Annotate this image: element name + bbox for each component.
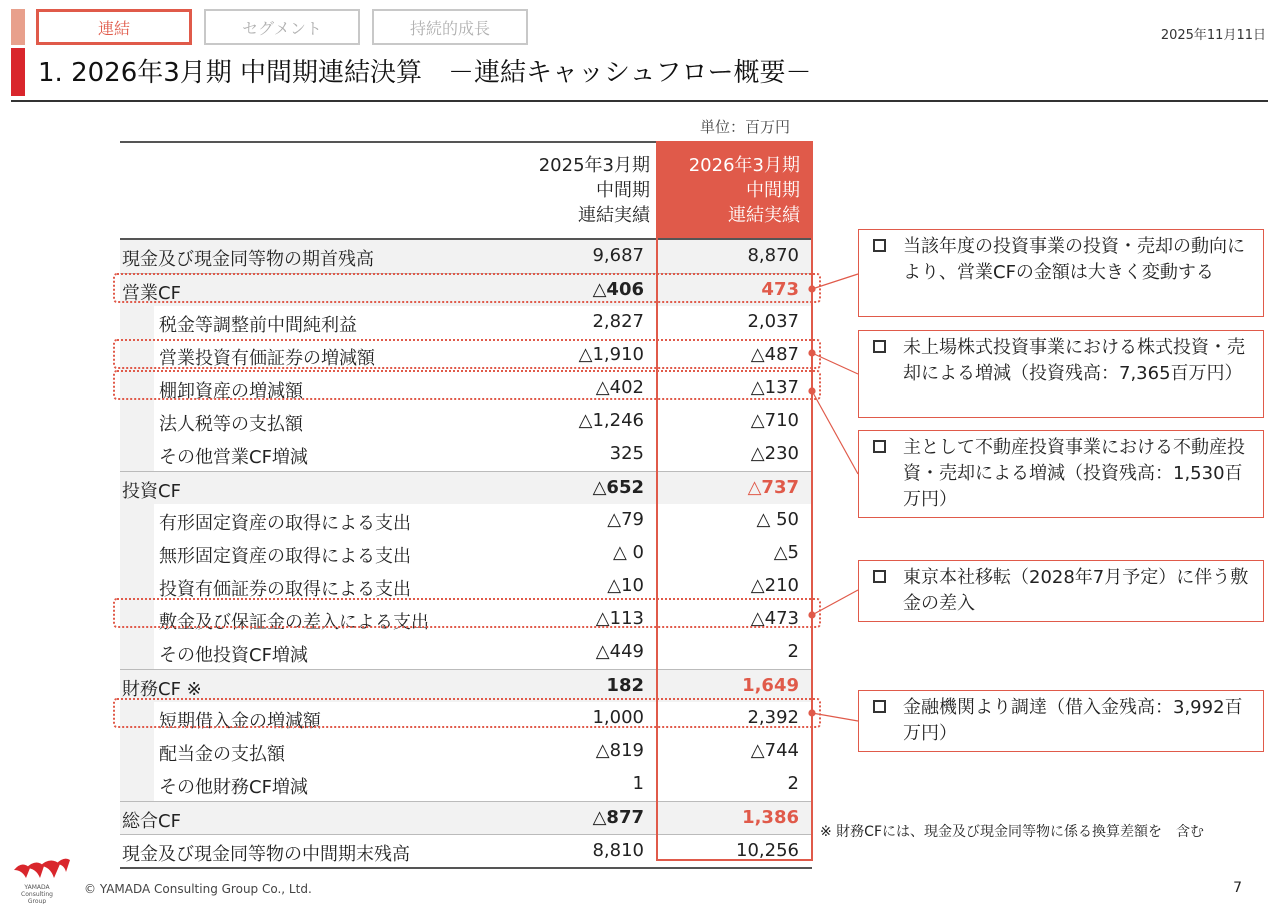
row-label: 営業CF xyxy=(122,283,181,304)
row-label: 財務CF ※ xyxy=(122,679,202,700)
row-value-curr: △ 50 xyxy=(756,509,799,530)
tab-consolidated[interactable]: 連結 xyxy=(36,9,192,45)
tab-accent-strip xyxy=(11,9,25,45)
checkbox-square-icon xyxy=(873,440,886,453)
column-header-prev-line2: 中間期 xyxy=(596,180,650,201)
copyright: © YAMADA Consulting Group Co., Ltd. xyxy=(84,882,312,896)
column-header-prev-line1: 2025年3月期 xyxy=(538,155,650,176)
row-value-prev: △79 xyxy=(607,509,644,530)
row-value-prev: △10 xyxy=(607,575,644,596)
table-row xyxy=(120,768,812,801)
column-header-curr-line3: 連結実績 xyxy=(728,205,800,226)
table-row xyxy=(120,372,812,405)
note-text: 未上場株式投資事業における株式投資・売却による増減（投資残高：7,365百万円） xyxy=(903,337,1245,384)
row-value-curr: 1,649 xyxy=(742,675,799,696)
row-value-prev: △113 xyxy=(595,608,644,629)
table-row xyxy=(120,735,812,768)
note-unlisted-stock xyxy=(858,330,1264,418)
table-row xyxy=(120,339,812,372)
row-value-prev: △1,910 xyxy=(578,344,644,365)
row-label: 短期借入金の増減額 xyxy=(159,711,321,732)
row-label: 営業投資有価証券の増減額 xyxy=(159,348,375,369)
row-label: 投資CF xyxy=(122,481,181,502)
row-value-curr: △230 xyxy=(750,443,799,464)
row-value-curr: △710 xyxy=(750,410,799,431)
note-text: 金融機関より調達（借入金残高：3,992百万円） xyxy=(903,697,1243,744)
table-row xyxy=(120,570,812,603)
row-label: 敷金及び保証金の差入による支出 xyxy=(159,612,429,633)
checkbox-square-icon xyxy=(873,570,886,583)
row-label: 投資有価証券の取得による支出 xyxy=(159,579,411,600)
logo-text: YAMADA Consulting Group xyxy=(21,884,53,904)
note-text: 当該年度の投資事業の投資・売却の動向により、営業CFの金額は大きく変動する xyxy=(903,236,1245,283)
row-value-curr: 1,386 xyxy=(742,807,799,828)
note-real-estate xyxy=(858,430,1264,518)
tab-sustainable-growth[interactable]: 持続的成長 xyxy=(372,9,528,45)
row-label: 有形固定資産の取得による支出 xyxy=(159,513,411,534)
checkbox-square-icon xyxy=(873,340,886,353)
table-row xyxy=(120,636,812,669)
row-value-curr: 2 xyxy=(787,773,799,794)
table-row xyxy=(120,273,812,306)
section-tabs xyxy=(11,9,540,45)
row-value-curr: △744 xyxy=(750,740,799,761)
table-row xyxy=(120,603,812,636)
row-value-curr: 8,870 xyxy=(747,245,799,266)
table-row xyxy=(120,438,812,471)
row-label: 税金等調整前中間純利益 xyxy=(159,315,357,336)
row-value-curr: △137 xyxy=(750,377,799,398)
row-value-prev: 325 xyxy=(609,443,644,464)
row-value-prev: △ 0 xyxy=(612,542,644,563)
table-bottom-rule xyxy=(120,867,812,869)
report-date: 2025年11月11日 xyxy=(1160,28,1266,43)
row-value-prev: 8,810 xyxy=(592,840,644,861)
row-value-prev: 182 xyxy=(606,675,644,696)
row-label: 法人税等の支払額 xyxy=(159,414,303,435)
row-value-curr: △737 xyxy=(747,477,799,498)
note-borrowing xyxy=(858,690,1264,752)
title-accent-bar xyxy=(11,48,25,96)
row-value-curr: 473 xyxy=(761,279,799,300)
table-row xyxy=(120,702,812,735)
row-label: 配当金の支払額 xyxy=(159,744,285,765)
table-row xyxy=(120,801,812,834)
tab-segment[interactable]: セグメント xyxy=(204,9,360,45)
row-value-prev: 1,000 xyxy=(592,707,644,728)
table-row xyxy=(120,471,812,504)
checkbox-square-icon xyxy=(873,239,886,252)
row-label: その他財務CF増減 xyxy=(159,777,308,798)
row-label: その他投資CF増減 xyxy=(159,645,308,666)
row-value-curr: △5 xyxy=(773,542,799,563)
row-label: 現金及び現金同等物の期首残高 xyxy=(122,249,374,270)
row-label: 総合CF xyxy=(122,811,181,832)
column-header-prev xyxy=(520,141,650,238)
page-number: 7 xyxy=(1233,880,1242,896)
note-text: 主として不動産投資事業における不動産投資・売却による増減（投資残高：1,530百万円） xyxy=(903,437,1245,510)
row-value-prev: △819 xyxy=(595,740,644,761)
column-header-curr-line2: 中間期 xyxy=(746,180,800,201)
row-label: 現金及び現金同等物の中間期末残高 xyxy=(122,844,410,865)
column-header-curr xyxy=(657,141,812,238)
row-value-prev: △652 xyxy=(592,477,644,498)
table-row xyxy=(120,240,812,273)
note-hq-relocation xyxy=(858,560,1264,622)
table-row xyxy=(120,669,812,702)
title-divider xyxy=(11,100,1268,102)
page-title: 1. 2026年3月期 中間期連結決算 －連結キャッシュフロー概要－ xyxy=(38,58,812,88)
footnote: ※ 財務CFには、現金及び現金同等物に係る換算差額を 含む xyxy=(820,824,1205,840)
row-value-curr: △210 xyxy=(750,575,799,596)
checkbox-square-icon xyxy=(873,700,886,713)
row-label: 無形固定資産の取得による支出 xyxy=(159,546,411,567)
column-header-curr-line1: 2026年3月期 xyxy=(688,155,800,176)
row-value-prev: △402 xyxy=(595,377,644,398)
row-value-curr: 2,037 xyxy=(747,311,799,332)
table-row xyxy=(120,306,812,339)
note-text: 東京本社移転（2028年7月予定）に伴う敷金の差入 xyxy=(903,567,1249,614)
column-header-prev-line3: 連結実績 xyxy=(578,205,650,226)
row-value-prev: 1 xyxy=(632,773,644,794)
table-row xyxy=(120,834,812,867)
table-header xyxy=(120,141,812,238)
row-value-curr: △473 xyxy=(750,608,799,629)
row-value-curr: 10,256 xyxy=(736,840,799,861)
table-row xyxy=(120,537,812,570)
row-value-prev: △877 xyxy=(592,807,644,828)
note-operating-cf xyxy=(858,229,1264,317)
row-value-prev: 9,687 xyxy=(592,245,644,266)
row-value-prev: △449 xyxy=(595,641,644,662)
row-value-prev: △1,246 xyxy=(578,410,644,431)
table-row xyxy=(120,504,812,537)
row-label: 棚卸資産の増減額 xyxy=(159,381,303,402)
row-label: その他営業CF増減 xyxy=(159,447,308,468)
table-row xyxy=(120,405,812,438)
unit-label: 単位：百万円 xyxy=(700,118,791,136)
row-value-curr: 2,392 xyxy=(747,707,799,728)
row-value-prev: △406 xyxy=(592,279,644,300)
row-value-prev: 2,827 xyxy=(592,311,644,332)
row-value-curr: △487 xyxy=(750,344,799,365)
row-value-curr: 2 xyxy=(787,641,799,662)
